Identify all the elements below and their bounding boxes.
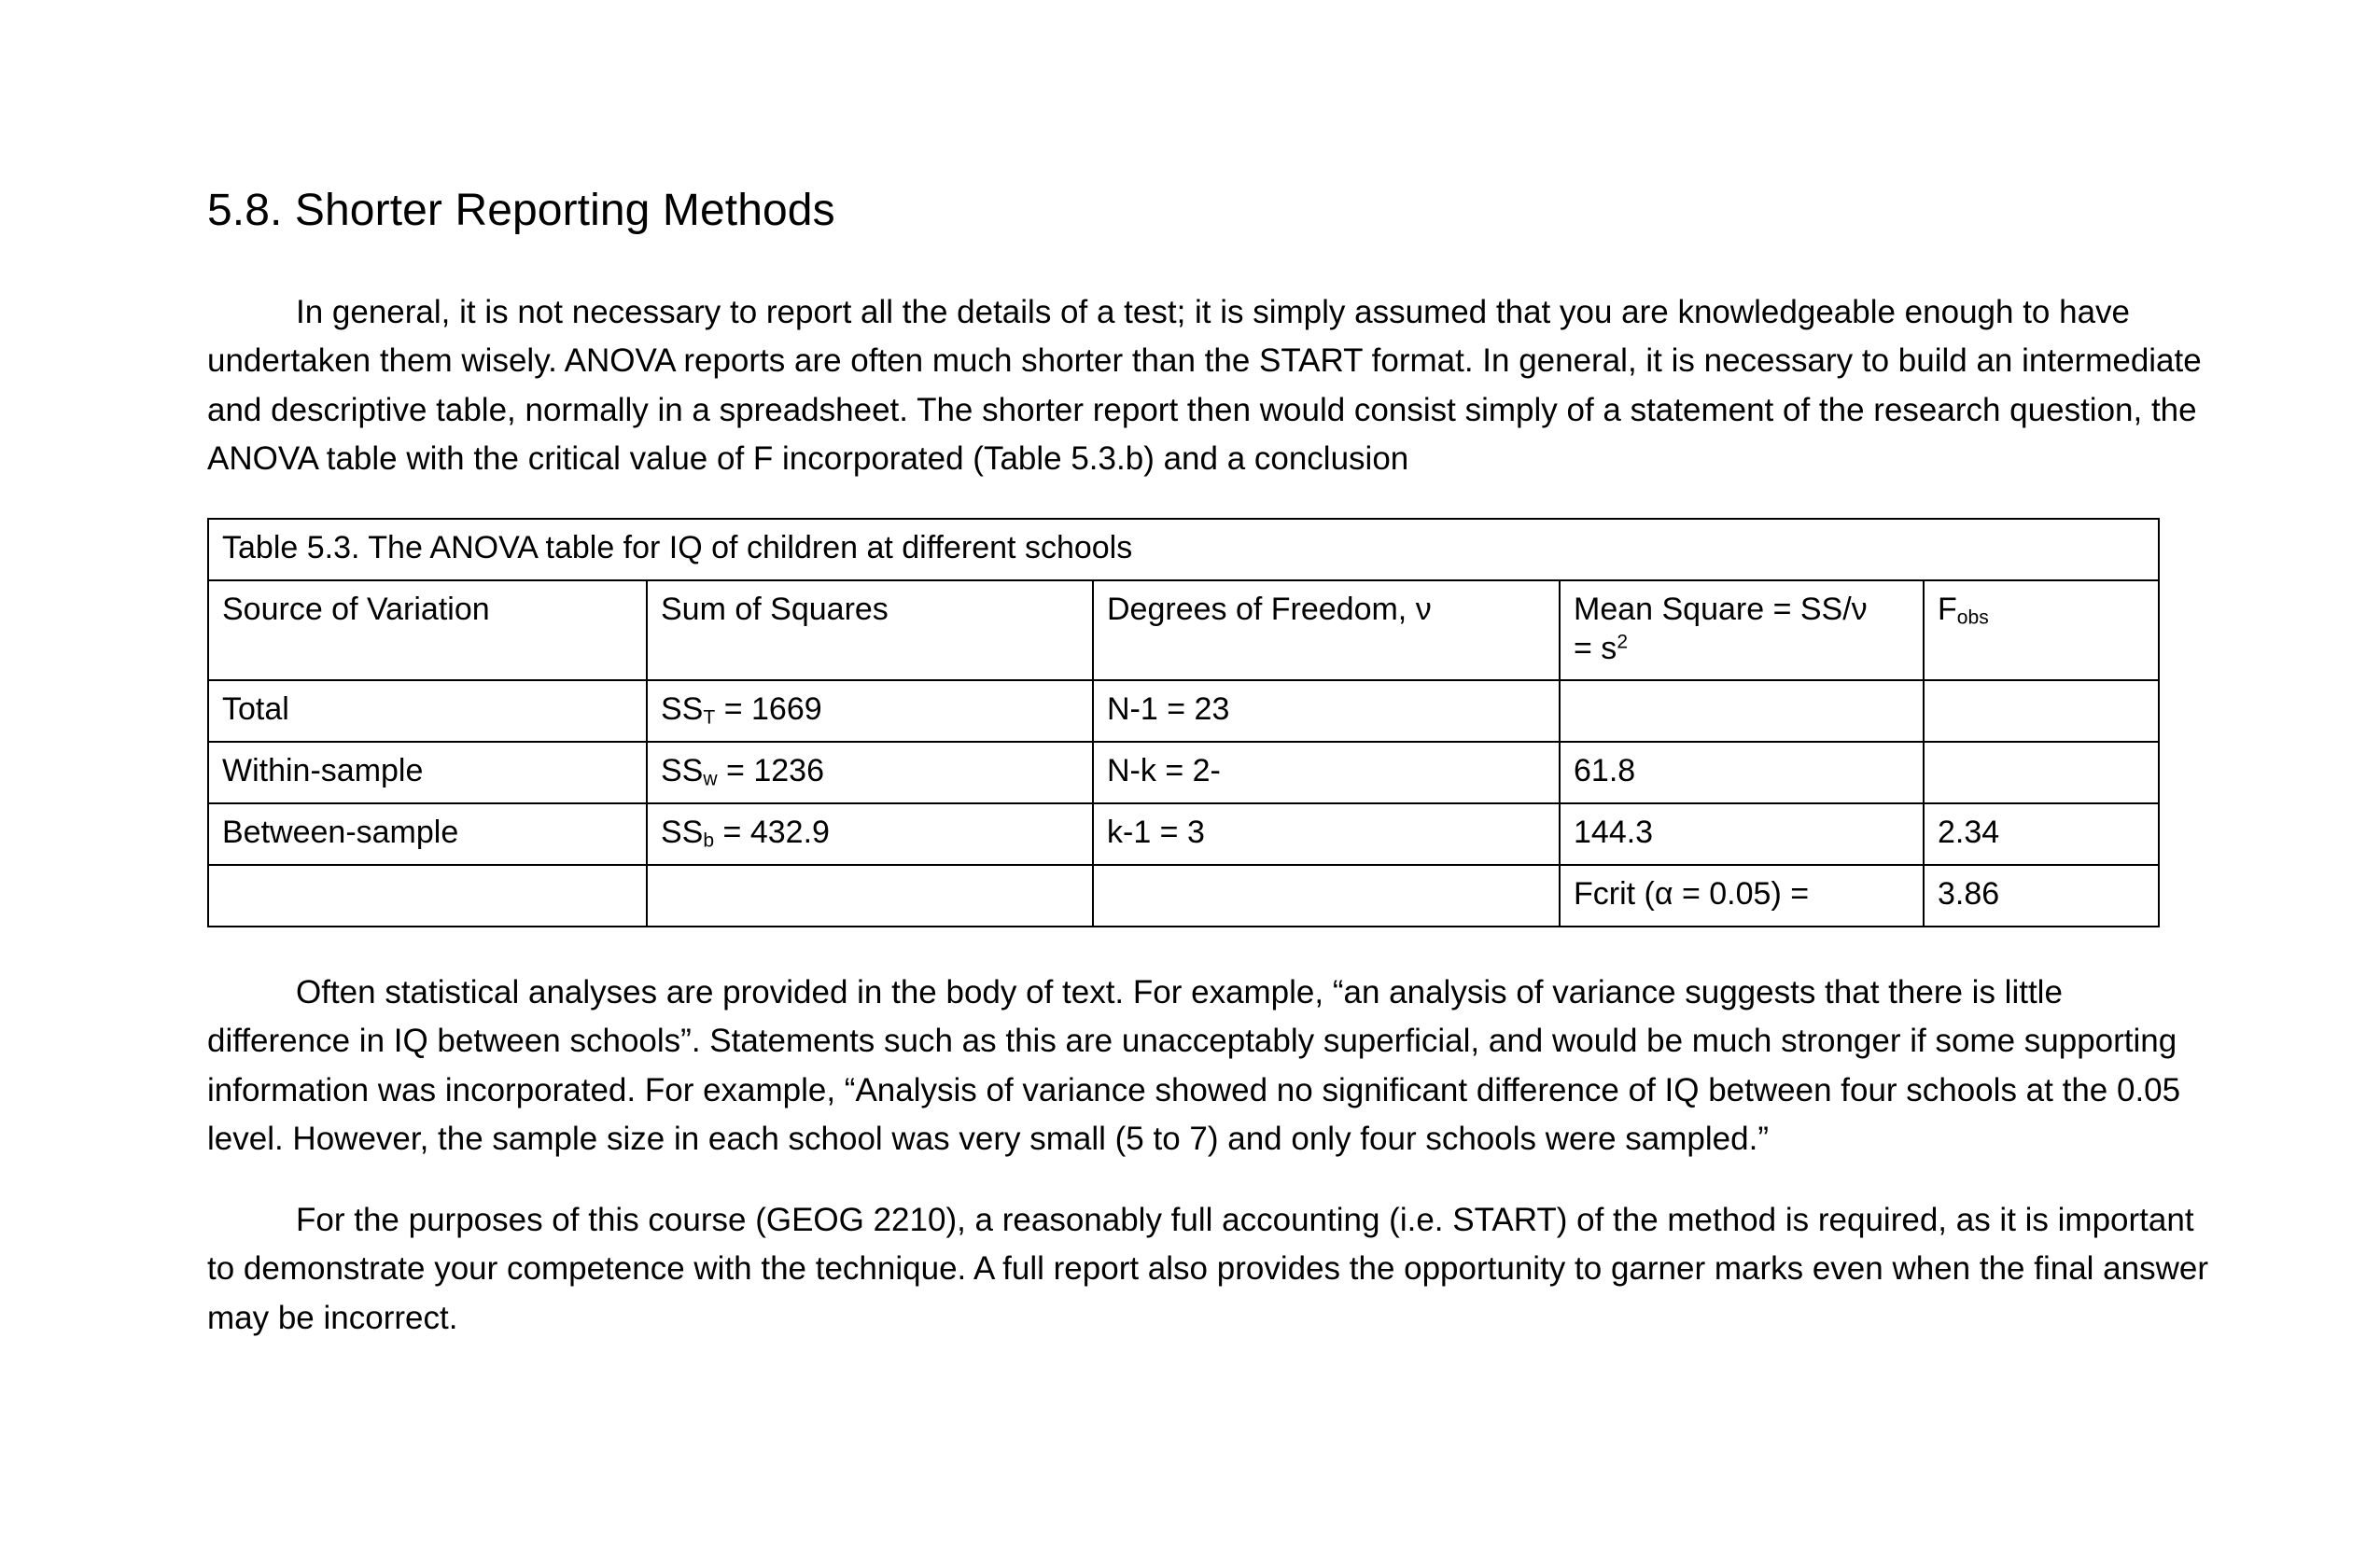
anova-table	[207, 518, 2160, 927]
row-between-ss-prefix: SS	[661, 814, 704, 850]
footer-ss	[647, 865, 1093, 927]
row-within-ms: 61.8	[1560, 742, 1924, 803]
row-between-fobs: 2.34	[1924, 803, 2159, 865]
row-between-source: Between-sample	[208, 803, 647, 865]
footer-df	[1093, 865, 1560, 927]
paragraph-3	[207, 1196, 2212, 1344]
row-total-ss-subscript: T	[703, 706, 716, 729]
row-within-ss-value: = 1236	[717, 752, 824, 788]
row-within-source: Within-sample	[208, 742, 647, 803]
row-between-ms: 144.3	[1560, 803, 1924, 865]
table-row	[208, 680, 2159, 742]
row-between-ss-subscript: b	[703, 829, 715, 852]
table-header-row	[208, 580, 2159, 680]
row-between-df: k-1 = 3	[1093, 803, 1560, 865]
row-within-ss	[647, 742, 1093, 803]
row-total-ss-value: = 1669	[715, 690, 822, 727]
footer-fcrit-label: Fcrit (α = 0.05) =	[1560, 865, 1924, 927]
paragraph-3-text: For the purposes of this course (GEOG 2210), a reasonably full accounting (i.e. START) of the method is required, as it is important to demonstrate your competence with the technique. A full report also provides the opportunity to garner marks even when the final answer may be incorrect.	[207, 1201, 2208, 1336]
row-within-ss-prefix: SS	[661, 752, 704, 788]
table-caption: Table 5.3. The ANOVA table for IQ of children at different schools	[208, 519, 2159, 580]
table-row	[208, 803, 2159, 865]
header-mean-square	[1560, 580, 1924, 680]
header-source-of-variation: Source of Variation	[208, 580, 647, 680]
header-mean-square-line1: Mean Square = SS/ν	[1574, 591, 1868, 627]
page-title: 5.8. Shorter Reporting Methods	[207, 186, 835, 235]
header-fobs	[1924, 580, 2159, 680]
paragraph-1	[207, 288, 2212, 484]
row-total-df: N-1 = 23	[1093, 680, 1560, 742]
table-footer-row	[208, 865, 2159, 927]
footer-source	[208, 865, 647, 927]
row-total-ss-prefix: SS	[661, 690, 704, 727]
row-within-df: N-k = 2-	[1093, 742, 1560, 803]
paragraph-1-text: In general, it is not necessary to report all the details of a test; it is simply assumed that you are knowledgeable enough to have undertaken them wisely. ANOVA reports are often much shorter than the START format. In general, it is necessary to build an intermediate and descriptive table, normally in a spreadsheet. The shorter report then would consist simply of a statement of the research question, the ANOVA table with the critical value of F incorporated (Table 5.3.b) and a conclusion	[207, 293, 2202, 478]
header-mean-square-line2: = s	[1574, 631, 1617, 667]
row-within-fobs	[1924, 742, 2159, 803]
header-sum-of-squares: Sum of Squares	[647, 580, 1093, 680]
row-total-source: Total	[208, 680, 647, 742]
table-row	[208, 742, 2159, 803]
row-total-ms	[1560, 680, 1924, 742]
row-between-ss-value: = 432.9	[714, 814, 830, 850]
paragraph-2-text: Often statistical analyses are provided in the body of text. For example, “an analysis of variance suggests that there is little difference in IQ between schools”. Statements such as this are unacceptably superficial, and would be much stronger if some supporting information was incorporated. For example, “Analysis of variance showed no significant difference of IQ between four schools at the 0.05 level. However, the sample size in each school was very small (5 to 7) and only four schools were sampled.”	[207, 973, 2181, 1158]
footer-fcrit-value: 3.86	[1924, 865, 2159, 927]
header-fobs-label: F	[1938, 591, 1957, 627]
row-total-fobs	[1924, 680, 2159, 742]
paragraph-2	[207, 969, 2212, 1164]
header-fobs-subscript: obs	[1956, 606, 1989, 629]
table-caption-row	[208, 519, 2159, 580]
header-mean-square-exponent: 2	[1617, 631, 1629, 653]
row-total-ss	[647, 680, 1093, 742]
header-degrees-of-freedom: Degrees of Freedom, ν	[1093, 580, 1560, 680]
row-between-ss	[647, 803, 1093, 865]
row-within-ss-subscript: w	[703, 768, 718, 790]
